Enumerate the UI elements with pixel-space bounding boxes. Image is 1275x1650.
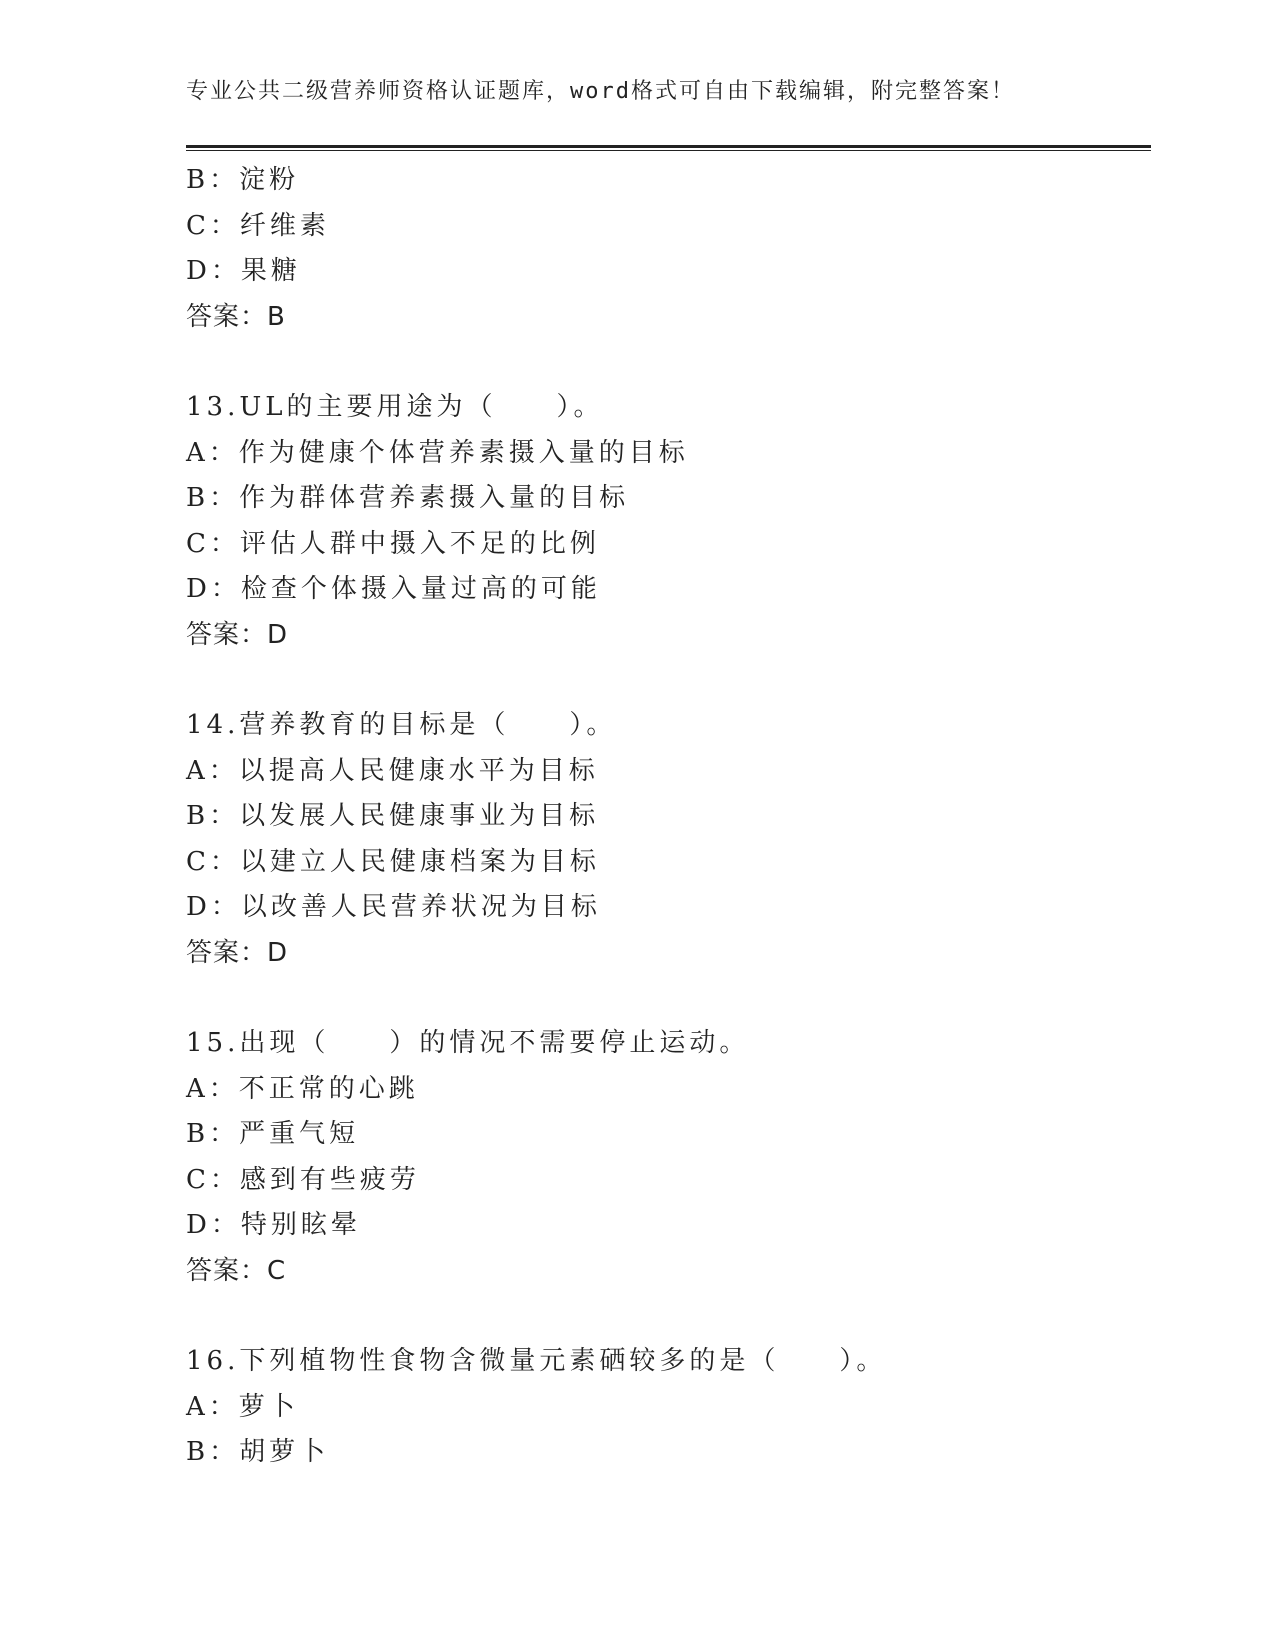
answer-line: 答案：D bbox=[186, 619, 289, 650]
question-16 bbox=[186, 1339, 1146, 1476]
header-rule bbox=[186, 145, 1151, 151]
option-d: D：检查个体摄入量过高的可能 bbox=[186, 574, 601, 604]
question-content bbox=[186, 158, 1146, 1476]
option-c: C：感到有些疲劳 bbox=[186, 1164, 420, 1195]
option-c: C：纤维素 bbox=[186, 210, 330, 241]
option-b: B：胡萝卜 bbox=[186, 1437, 330, 1467]
option-d: D：果糖 bbox=[186, 256, 301, 286]
question-14 bbox=[186, 703, 1146, 976]
option-a: A：萝卜 bbox=[186, 1391, 299, 1422]
option-c: C：以建立人民健康档案为目标 bbox=[186, 846, 600, 877]
option-a: A：以提高人民健康水平为目标 bbox=[186, 755, 599, 786]
answer-line: 答案：D bbox=[186, 937, 289, 968]
question-13 bbox=[186, 385, 1146, 658]
option-a: A：不正常的心跳 bbox=[186, 1073, 419, 1104]
spacer bbox=[186, 1294, 1146, 1339]
question-12-continued bbox=[186, 158, 1146, 340]
answer-line: 答案：B bbox=[186, 301, 286, 332]
option-d: D：以改善人民营养状况为目标 bbox=[186, 892, 601, 922]
answer-line: 答案：C bbox=[186, 1255, 287, 1286]
spacer bbox=[186, 340, 1146, 385]
option-b: B：严重气短 bbox=[186, 1119, 360, 1149]
question-15 bbox=[186, 1021, 1146, 1294]
option-b: B：以发展人民健康事业为目标 bbox=[186, 801, 600, 831]
spacer bbox=[186, 658, 1146, 703]
question-stem: 15.出现（ ）的情况不需要停止运动。 bbox=[186, 1028, 750, 1058]
option-b: B：淀粉 bbox=[186, 165, 300, 195]
spacer bbox=[186, 976, 1146, 1021]
question-stem: 13.UL的主要用途为（ ）。 bbox=[186, 392, 604, 422]
option-a: A：作为健康个体营养素摄入量的目标 bbox=[186, 437, 689, 468]
question-stem: 16.下列植物性食物含微量元素硒较多的是（ ）。 bbox=[186, 1346, 887, 1376]
option-b: B：作为群体营养素摄入量的目标 bbox=[186, 483, 630, 513]
option-d: D：特别眩晕 bbox=[186, 1210, 361, 1240]
question-stem: 14.营养教育的目标是（ ）。 bbox=[186, 710, 617, 740]
option-c: C：评估人群中摄入不足的比例 bbox=[186, 528, 600, 559]
page-header: 专业公共二级营养师资格认证题库，word格式可自由下载编辑，附完整答案！ bbox=[186, 79, 1015, 104]
